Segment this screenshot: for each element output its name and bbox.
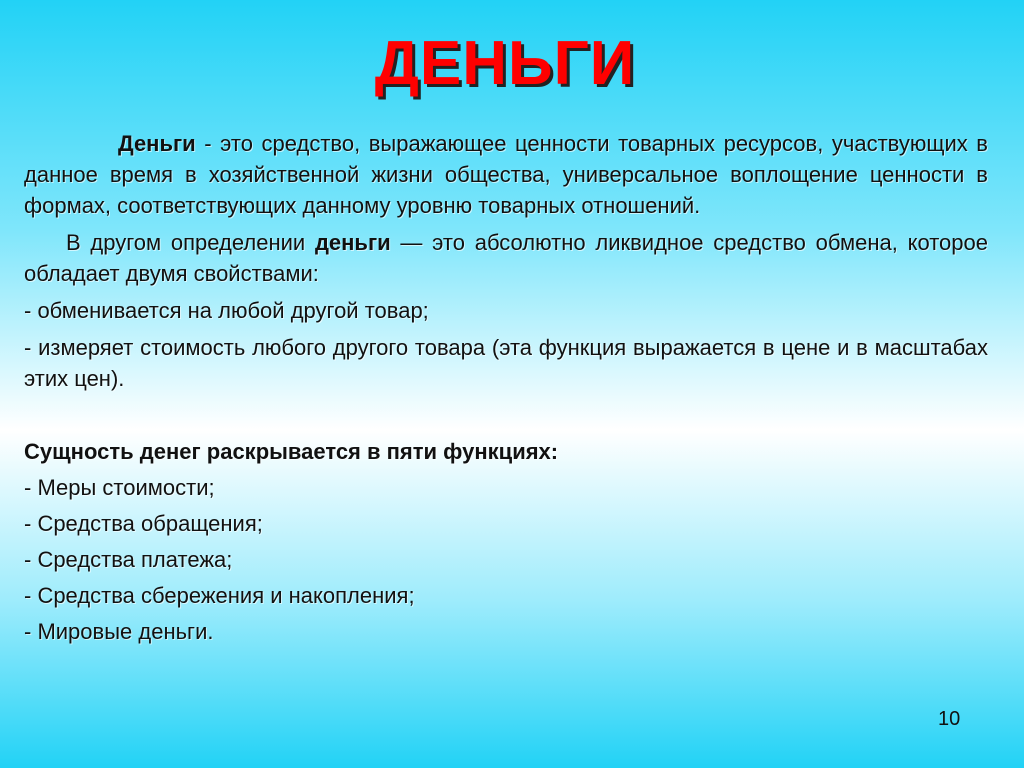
definition-2-term: деньги (314, 230, 391, 255)
function-item: - Мировые деньги. (24, 619, 214, 644)
function-item: - Средства сбережения и накопления; (24, 583, 415, 608)
function-item: - Меры стоимости; (24, 475, 215, 500)
definition-2-text: — это абсолютно ликвидное средство обмена, которое обладает двумя свойствами: (24, 230, 988, 286)
function-item: - Средства обращения; (24, 511, 263, 536)
definition-2-prefix: В другом определении (66, 230, 315, 255)
slide-body (24, 128, 988, 647)
definition-2 (24, 227, 988, 289)
property-item: - обменивается на любой другой товар; (24, 298, 429, 323)
definition-1-term: Деньги (118, 131, 196, 156)
page-number: 10 (938, 708, 961, 730)
property-item: - измеряет стоимость любого другого товара (эта функция выражается в цене и в масштабах этих цен). (24, 335, 988, 391)
functions-heading: Сущность денег раскрывается в пяти функциях: (24, 439, 559, 464)
slide-title: ДЕНЬГИ (374, 29, 636, 98)
definition-1 (24, 128, 988, 221)
definition-1-text: - это средство, выражающее ценности товарных ресурсов, участвующих в данное время в хозяйственной жизни общества, универсальное воплощение ценности в формах, соответствующих данному уровню товарных отношений. (24, 131, 988, 218)
function-item: - Средства платежа; (24, 547, 233, 572)
